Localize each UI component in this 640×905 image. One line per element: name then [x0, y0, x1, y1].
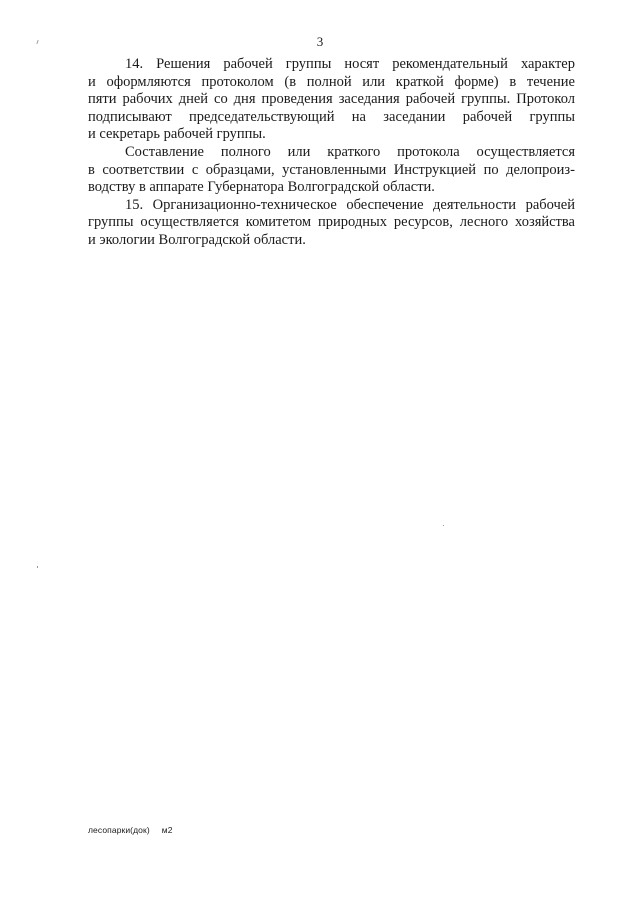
- text-line: в соответствии с образцами, установленными Инструкцией по делопроиз-: [88, 161, 575, 178]
- body-text: [88, 56, 575, 250]
- text-line: и секретарь рабочей группы.: [88, 126, 266, 143]
- text-line: и оформляются протоколом (в полной или краткой форме) в течение: [88, 73, 575, 90]
- footer-code: м2: [161, 825, 173, 835]
- paragraph-14: [88, 56, 575, 144]
- scan-speck: [443, 525, 444, 526]
- footer-filename: лесопарки(док): [88, 825, 150, 835]
- paragraph-protocol: [88, 144, 575, 197]
- text-line: пяти рабочих дней со дня проведения заседания рабочей группы. Протокол: [88, 91, 575, 108]
- page-number: 3: [316, 34, 324, 49]
- text-line: 14. Решения рабочей группы носят рекомендательный характер: [125, 56, 575, 72]
- paragraph-15: [88, 197, 575, 250]
- text-line: группы осуществляется комитетом природных ресурсов, лесного хозяйства: [88, 214, 575, 231]
- text-line: водству в аппарате Губернатора Волгоградской области.: [88, 179, 435, 196]
- text-line: 15. Организационно-техническое обеспечение деятельности рабочей: [125, 196, 575, 213]
- text-line: Составление полного или краткого протокола осуществляется: [125, 143, 575, 160]
- scan-speck: [37, 566, 38, 568]
- text-line: подписывают председательствующий на заседании рабочей группы: [88, 108, 575, 125]
- text-line: и экологии Волгоградской области.: [88, 231, 306, 248]
- footer-file-label: [88, 825, 173, 835]
